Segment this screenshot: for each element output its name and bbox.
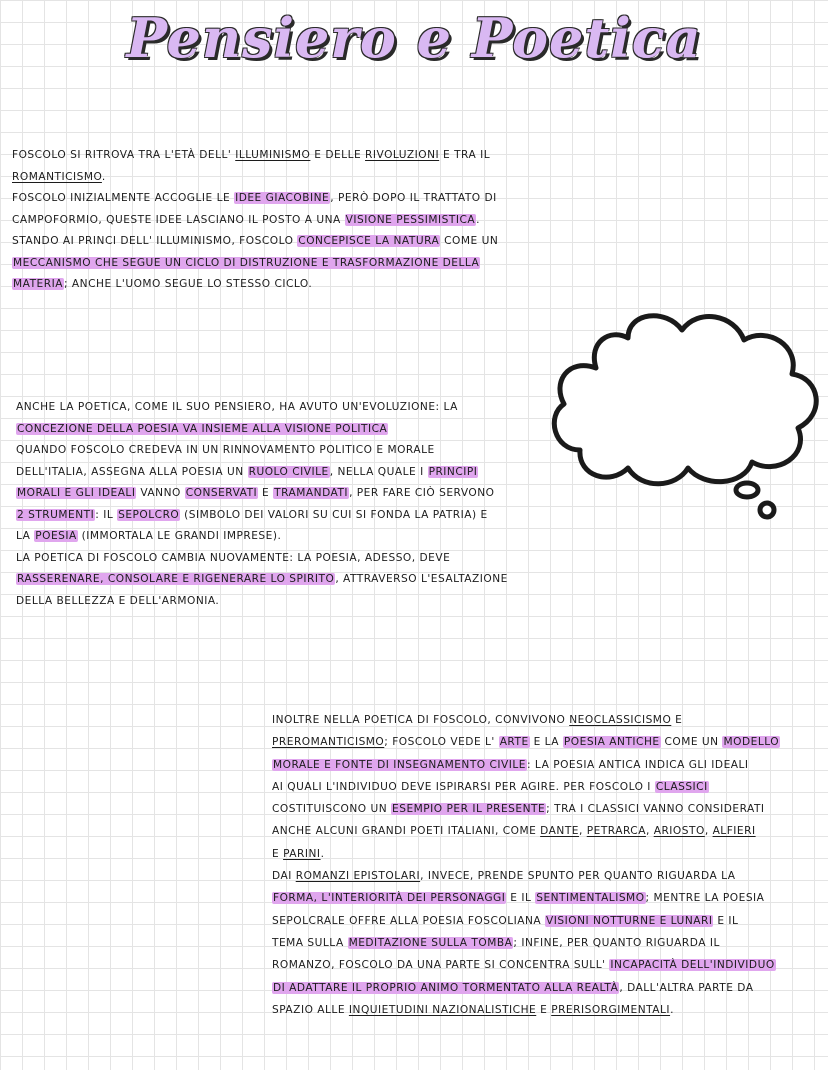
thought-bubble-icon [548, 290, 828, 530]
text-line [272, 865, 780, 887]
text-line [272, 954, 780, 976]
text-segment: COME UN [440, 235, 499, 247]
text-segment: , INVECE, PRENDE SPUNTO PER QUANTO RIGUARDA LA [420, 870, 736, 883]
text-segment: : IL [95, 508, 118, 521]
highlighted-text: SENTIMENTALISMO [536, 892, 645, 905]
text-segment: , DALL'ALTRA PARTE DA [619, 981, 754, 994]
text-segment: , [645, 825, 654, 838]
text-segment: E IL [506, 892, 536, 905]
underlined-text: ARIOSTO [653, 825, 705, 838]
text-segment: VANNO [136, 487, 185, 499]
text-segment: QUANDO FOSCOLO CREDEVA IN UN RINNOVAMENTO POLITICO E MORALE [16, 444, 435, 456]
text-line [12, 231, 498, 253]
highlighted-text: ESEMPIO PER IL PRESENTE [392, 803, 546, 816]
section-neoclassicismo [272, 709, 780, 1021]
text-line [16, 591, 508, 613]
highlighted-text: MEDITAZIONE SULLA TOMBA [348, 936, 513, 949]
text-segment: (IMMORTALA LE GRANDI IMPRESE). [77, 530, 282, 542]
text-segment: E TRA IL [439, 149, 491, 161]
text-segment: : LA POESIA ANTICA INDICA GLI IDEALI [527, 758, 749, 771]
text-line [272, 843, 780, 865]
highlighted-text: CONCEZIONE DELLA POESIA VA INSIEME ALLA VISIONE POLITICA [17, 422, 388, 435]
underlined-text: PREROMANTICISMO [272, 736, 385, 749]
text-line [12, 274, 498, 296]
text-line [272, 820, 780, 842]
highlighted-text: RUOLO CIVILE [248, 465, 329, 478]
section-poetica [16, 397, 508, 612]
underlined-text: RIVOLUZIONI [365, 149, 440, 161]
text-line [12, 210, 498, 232]
text-line [16, 526, 508, 548]
text-segment: ROMANZO, FOSCOLO DA UNA PARTE SI CONCENTRA SULL' [272, 959, 610, 972]
text-segment: ; ANCHE L'UOMO SEGUE LO STESSO CICLO. [63, 278, 313, 290]
text-line [12, 253, 498, 275]
text-line [272, 977, 780, 999]
text-segment: CAMPOFORMIO, QUESTE IDEE LASCIANO IL POSTO A UNA [12, 213, 345, 226]
highlighted-text: POESIA ANTICHE [563, 736, 660, 749]
text-segment: LA [16, 530, 35, 542]
text-segment: ; FOSCOLO VEDE L' [384, 736, 499, 749]
text-segment: , ATTRAVERSO L'ESALTAZIONE [335, 573, 508, 585]
text-segment: SEPOLCRALE OFFRE ALLA POESIA FOSCOLIANA [272, 914, 546, 927]
text-segment: , NELLA QUALE I [329, 465, 428, 478]
text-line [16, 483, 508, 505]
text-segment: E LA [529, 736, 563, 749]
text-segment: ; MENTRE LA POESIA [645, 892, 765, 905]
underlined-text: PRERISORGIMENTALI [551, 1003, 671, 1016]
highlighted-text: CONSERVATI [185, 487, 258, 499]
text-segment: ANCHE LA POETICA, COME IL SUO PENSIERO, HA AVUTO UN'EVOLUZIONE: LA [16, 401, 458, 413]
text-segment: TEMA SULLA [272, 936, 348, 949]
highlighted-text: VISIONE PESSIMISTICA [345, 213, 476, 226]
text-segment: E DELLE [310, 149, 366, 161]
text-line [12, 167, 498, 189]
text-segment: INOLTRE NELLA POETICA DI FOSCOLO, CONVIVONO [272, 714, 570, 726]
text-line [272, 887, 780, 909]
text-segment: FOSCOLO INIZIALMENTE ACCOGLIE LE [12, 192, 235, 204]
text-line [272, 776, 780, 798]
underlined-text: ROMANZI EPISTOLARI [295, 870, 421, 883]
text-segment: AI QUALI L'INDIVIDUO DEVE ISPIRARSI PER AGIRE. PER FOSCOLO I [272, 780, 655, 793]
text-segment: , [578, 825, 587, 838]
text-segment: ; INFINE, PER QUANTO RIGUARDA IL [513, 936, 720, 949]
text-segment: (SIMBOLO DEI VALORI SU CUI SI FONDA LA PATRIA) E [180, 508, 488, 521]
highlighted-text: DI ADATTARE IL PROPRIO ANIMO TORMENTATO ALLA REALTÀ [273, 981, 619, 994]
highlighted-text: 2 STRUMENTI [17, 508, 95, 521]
highlighted-text: INCAPACITÀ DELL'INDIVIDUO [610, 959, 775, 972]
highlighted-text: ARTE [499, 736, 529, 749]
text-line [12, 188, 498, 210]
text-segment: COSTITUISCONO UN [272, 803, 392, 816]
text-segment: DAI [272, 870, 296, 883]
text-segment: , PER FARE CIÒ SERVONO [349, 487, 495, 499]
section-pensiero [12, 145, 498, 296]
highlighted-text: MATERIA [13, 278, 63, 290]
text-segment: . [670, 1003, 674, 1016]
highlighted-text: MODELLO [723, 736, 780, 749]
text-segment: DELL'ITALIA, ASSEGNA ALLA POESIA UN [16, 465, 248, 478]
text-line [16, 548, 508, 570]
highlighted-text: IDEE GIACOBINE [235, 192, 330, 204]
text-line [16, 569, 508, 591]
underlined-text: ROMANTICISMO [12, 170, 102, 183]
text-segment: . [101, 170, 106, 183]
text-segment: DELLA BELLEZZA E DELL'ARMONIA. [16, 594, 220, 607]
text-line [16, 419, 508, 441]
highlighted-text: FORMA, L'INTERIORITÀ DEI PERSONAGGI [273, 892, 506, 905]
highlighted-text: RASSERENARE, CONSOLARE E RIGENERARE LO SPIRITO [17, 573, 335, 585]
text-segment: E [258, 487, 274, 499]
highlighted-text: MORALE E FONTE DI INSEGNAMENTO CIVILE [273, 758, 526, 771]
text-line [272, 709, 780, 731]
underlined-text: PARINI [283, 847, 321, 860]
text-segment: E [272, 847, 284, 860]
underlined-text: PETRARCA [586, 825, 646, 838]
page-title: Pensiero e Poetica [126, 6, 702, 70]
text-segment: E [536, 1003, 552, 1016]
text-segment: , PERÒ DOPO IL TRATTATO DI [330, 192, 497, 204]
text-segment: LA POETICA DI FOSCOLO CAMBIA NUOVAMENTE: LA POESIA, ADESSO, DEVE [16, 551, 451, 564]
text-line [272, 999, 780, 1021]
underlined-text: ALFIERI [712, 825, 756, 838]
text-segment: ; TRA I CLASSICI VANNO CONSIDERATI [546, 803, 765, 816]
text-line [272, 798, 780, 820]
text-segment: E IL [713, 914, 739, 927]
text-segment: FOSCOLO SI RITROVA TRA L'ETÀ DELL' [12, 149, 236, 161]
text-segment: E [671, 714, 683, 726]
text-line [272, 910, 780, 932]
underlined-text: ILLUMINISMO [235, 149, 311, 161]
text-segment: , [704, 825, 713, 838]
underlined-text: NEOCLASSICISMO [569, 714, 672, 726]
text-segment: ANCHE ALCUNI GRANDI POETI ITALIANI, COME [272, 825, 541, 838]
text-line [272, 754, 780, 776]
text-segment: SPAZIO ALLE [272, 1003, 349, 1016]
highlighted-text: CLASSICI [655, 780, 708, 793]
highlighted-text: VISIONI NOTTURNE E LUNARI [546, 914, 713, 927]
highlighted-text: MORALI E GLI IDEALI [17, 487, 136, 499]
highlighted-text: SEPOLCRO [118, 508, 180, 521]
text-segment: COME UN [660, 736, 723, 749]
text-line [272, 731, 780, 753]
underlined-text: INQUIETUDINI NAZIONALISTICHE [348, 1003, 537, 1016]
underlined-text: DANTE [540, 825, 579, 838]
text-line [272, 932, 780, 954]
text-line [16, 397, 508, 419]
text-segment: STANDO AI PRINCI DELL' ILLUMINISMO, FOSCOLO [12, 235, 298, 247]
text-line [16, 440, 508, 462]
highlighted-text: PRINCIPI [428, 465, 478, 478]
highlighted-text: TRAMANDATI [274, 487, 349, 499]
text-line [16, 505, 508, 527]
text-line [16, 462, 508, 484]
highlighted-text: POESIA [35, 530, 77, 542]
text-line [12, 145, 498, 167]
text-segment: . [320, 847, 325, 860]
text-segment: . [476, 213, 480, 226]
highlighted-text: CONCEPISCE LA NATURA [298, 235, 440, 247]
highlighted-text: MECCANISMO CHE SEGUE UN CICLO DI DISTRUZIONE E TRASFORMAZIONE DELLA [13, 256, 480, 269]
